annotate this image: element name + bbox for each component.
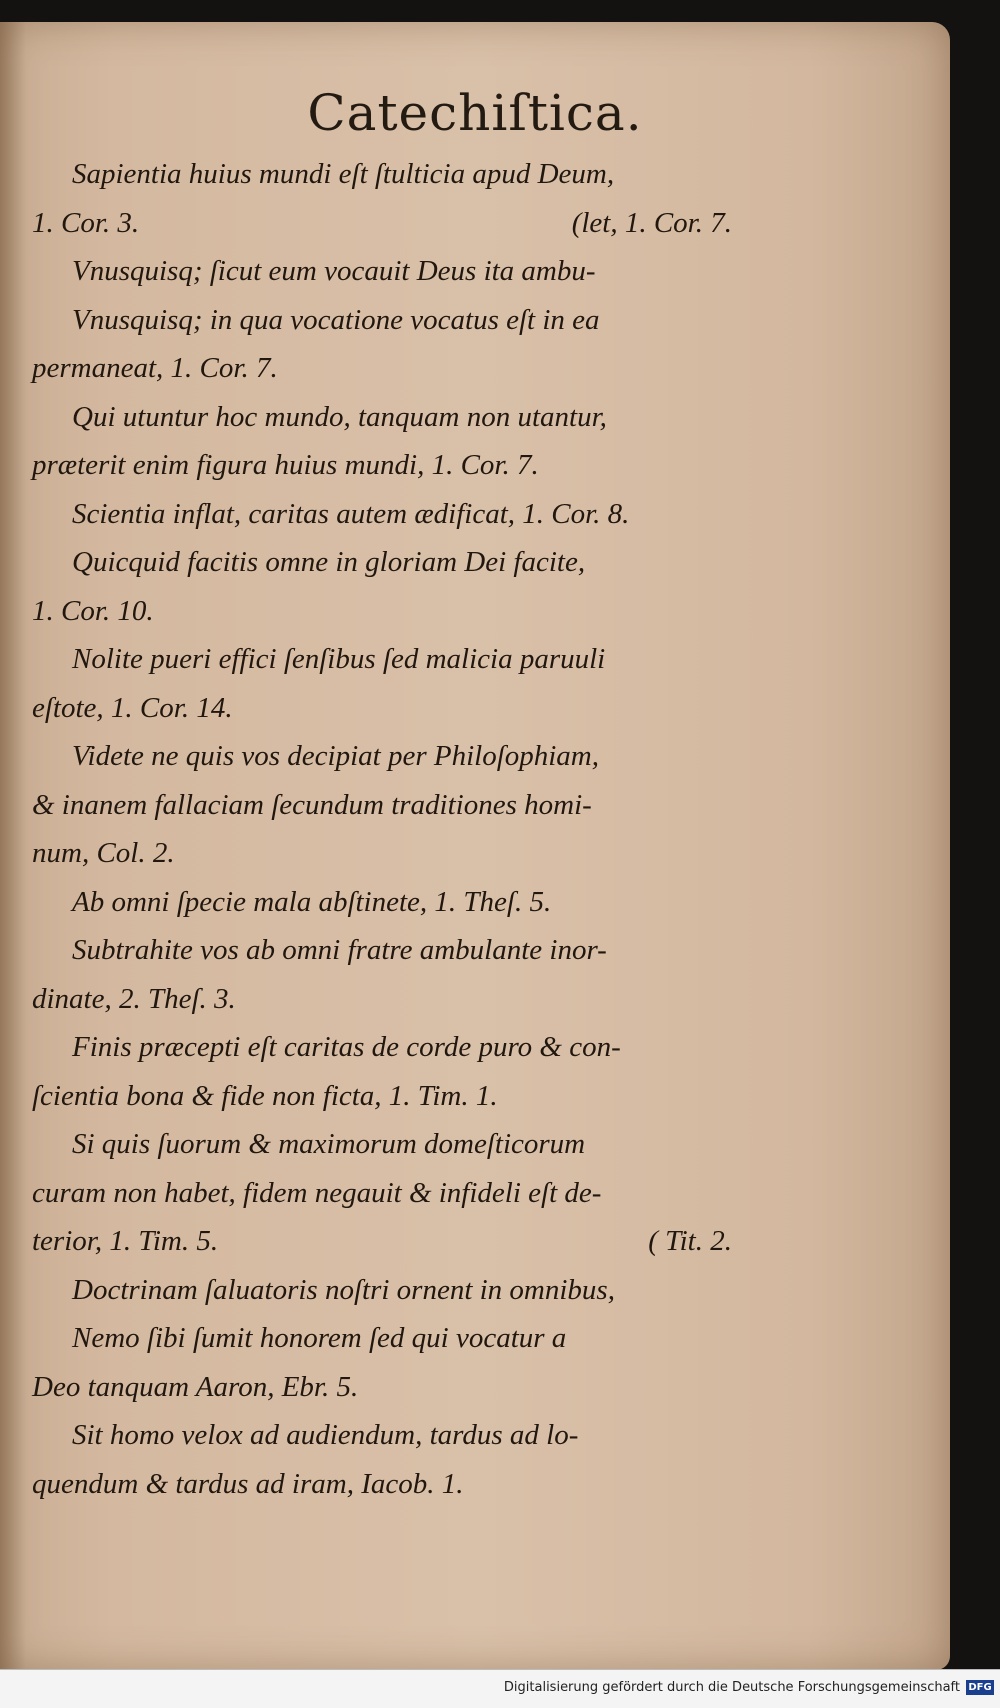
- text-line: [32, 878, 732, 927]
- page-title: Catechiſtica.: [307, 84, 643, 142]
- text-line-content: ſcientia bona & fide non ficta, 1. Tim. 1.: [32, 1079, 498, 1112]
- text-line: [32, 975, 732, 1024]
- text-line-content: Ab omni ſpecie mala abſtinete, 1. Theſ. 5.: [72, 885, 552, 918]
- text-line: [32, 490, 732, 539]
- text-line: [32, 684, 732, 733]
- text-line-content: Sit homo velox ad audiendum, tardus ad lo-: [72, 1419, 579, 1451]
- text-line-content: Sapientia huius mundi eſt ſtulticia apud Deum,: [72, 158, 615, 190]
- text-line: [32, 538, 732, 587]
- book-page: [0, 22, 950, 1670]
- text-line: [32, 1217, 732, 1266]
- text-line: [32, 1072, 732, 1121]
- text-line: [32, 1460, 732, 1509]
- text-line: [32, 150, 732, 199]
- text-line-content: præterit enim figura huius mundi, 1. Cor. 7.: [32, 449, 539, 481]
- text-line: [32, 1363, 732, 1412]
- text-line-content: Nemo ſibi ſumit honorem ſed qui vocatur a: [72, 1322, 567, 1354]
- footer-credit: Digitalisierung gefördert durch die Deutsche Forschungsgemeinschaft: [503, 1680, 960, 1695]
- text-line-content: Deo tanquam Aaron, Ebr. 5.: [32, 1370, 359, 1403]
- text-line-content: quendum & tardus ad iram, Iacob. 1.: [32, 1467, 464, 1500]
- text-line: [32, 1169, 732, 1218]
- text-line: [32, 1023, 732, 1072]
- text-line-content: Qui utuntur hoc mundo, tanquam non utantur,: [72, 400, 607, 433]
- text-line-content: Finis præcepti eſt caritas de corde puro & con-: [72, 1031, 621, 1063]
- text-line: [32, 441, 732, 490]
- text-line: [32, 344, 732, 393]
- text-line-content: & inanem fallaciam ſecundum traditiones homi-: [32, 788, 592, 821]
- text-line: [32, 587, 732, 636]
- text-line: [32, 926, 732, 975]
- text-line-content: Scientia inflat, caritas autem ædificat, 1. Cor. 8.: [72, 497, 630, 530]
- text-line-right: (let, 1. Cor. 7.: [571, 206, 732, 239]
- footer-bar: [0, 1669, 1000, 1708]
- text-line: [32, 296, 732, 345]
- text-line: [32, 732, 732, 781]
- text-line-content: Subtrahite vos ab omni fratre ambulante inor-: [72, 934, 607, 966]
- text-line: [32, 1314, 732, 1363]
- text-line-content: Doctrinam ſaluatoris noſtri ornent in omnibus,: [72, 1273, 615, 1306]
- text-line-content: curam non habet, fidem negauit & infideli eſt de-: [32, 1176, 602, 1209]
- page-spine-shadow: [0, 22, 26, 1670]
- text-block: [32, 150, 732, 1508]
- text-line-content: num, Col. 2.: [32, 837, 175, 869]
- text-line-content: Si quis ſuorum & maximorum domeſticorum: [72, 1128, 586, 1160]
- text-line-content: permaneat, 1. Cor. 7.: [32, 352, 278, 384]
- text-line: [32, 1411, 732, 1460]
- text-line: [32, 781, 732, 830]
- text-line: [32, 393, 732, 442]
- text-line-content: 1. Cor. 3.: [32, 206, 140, 239]
- dfg-logo: DFG: [966, 1680, 994, 1695]
- text-line: [32, 199, 732, 248]
- text-line-content: eſtote, 1. Cor. 14.: [32, 691, 233, 724]
- text-line-right: ( Tit. 2.: [648, 1225, 732, 1257]
- text-line-content: Nolite pueri effici ſenſibus ſed malicia paruuli: [72, 643, 606, 675]
- text-line: [32, 1120, 732, 1169]
- text-line-content: terior, 1. Tim. 5.: [32, 1225, 219, 1257]
- text-line: [32, 829, 732, 878]
- text-line: [32, 247, 732, 296]
- text-line-content: Quicquid facitis omne in gloriam Dei facite,: [72, 546, 586, 578]
- text-line-content: 1. Cor. 10.: [32, 594, 154, 627]
- text-line-content: Vnusquisq; ſicut eum vocauit Deus ita ambu-: [72, 255, 596, 287]
- text-line-content: dinate, 2. Theſ. 3.: [32, 982, 236, 1015]
- text-line: [32, 1266, 732, 1315]
- text-line-content: Videte ne quis vos decipiat per Philoſophiam,: [72, 740, 599, 772]
- text-line: [32, 635, 732, 684]
- text-line-content: Vnusquisq; in qua vocatione vocatus eſt in ea: [72, 303, 600, 336]
